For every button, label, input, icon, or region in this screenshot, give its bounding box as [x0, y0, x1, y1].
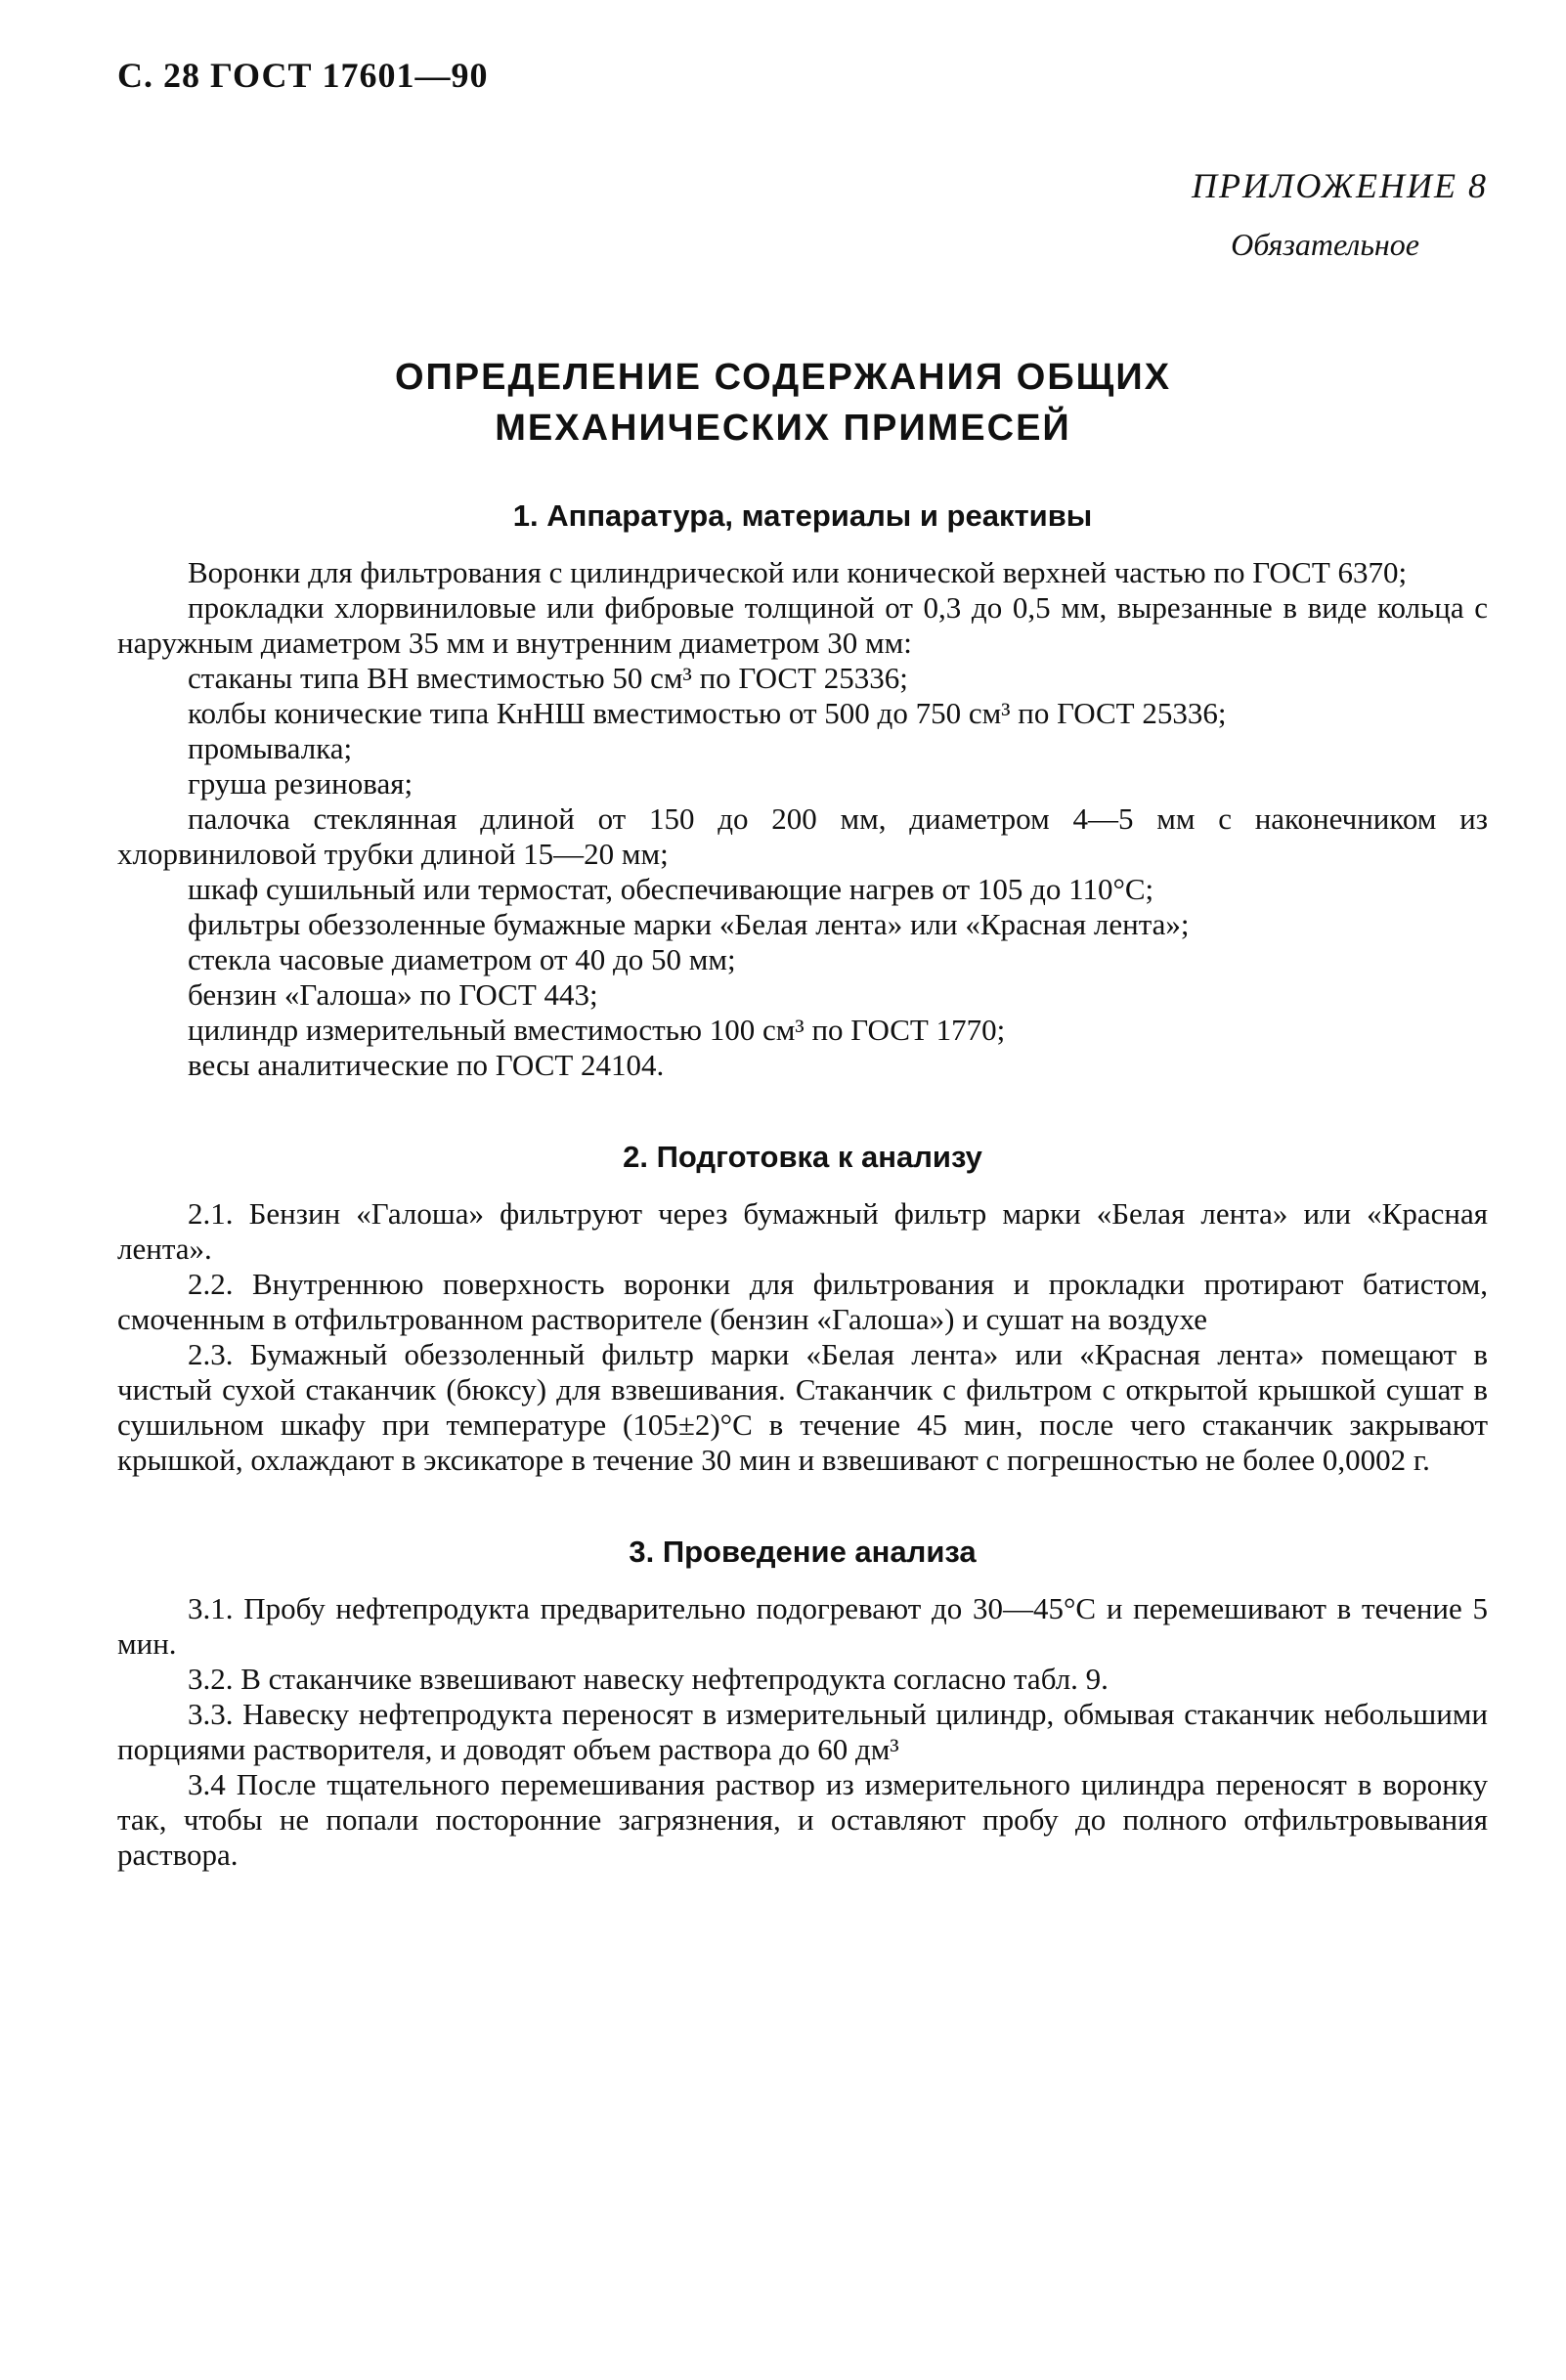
- list-item: палочка стеклянная длиной от 150 до 200 мм, диаметром 4—5 мм с наконечником из хлорвиниловой трубки длиной 15—20 мм;: [117, 801, 1488, 871]
- list-item: стекла часовые диаметром от 40 до 50 мм;: [188, 942, 736, 976]
- list-item: фильтры обеззоленные бумажные марки «Белая лента» или «Красная лента»;: [188, 907, 1190, 941]
- paragraph: 2.2. Внутреннюю поверхность воронки для фильтрования и прокладки протирают батистом, смоченным в отфильтрованном растворителе (бензин «Галоша») и сушат на воздухе: [117, 1267, 1488, 1336]
- list-item: прокладки хлорвиниловые или фибровые толщиной от 0,3 до 0,5 мм, вырезанные в виде кольца с наружным диаметром 35 мм и внутренним диаметром 30 мм:: [117, 590, 1488, 660]
- list-item: стаканы типа ВН вместимостью 50 см³ по ГОСТ 25336;: [188, 661, 908, 695]
- list-item: цилиндр измерительный вместимостью 100 см³ по ГОСТ 1770;: [188, 1013, 1006, 1047]
- appendix-block: [1192, 156, 1488, 274]
- section-3-heading: 3. Проведение анализа: [629, 1535, 977, 1569]
- paragraph: 2.1. Бензин «Галоша» фильтруют через бумажный фильтр марки «Белая лента» или «Красная лента».: [117, 1196, 1488, 1266]
- list-item: шкаф сушильный или термостат, обеспечивающие нагрев от 105 до 110°С;: [188, 872, 1154, 906]
- paragraph: 3.3. Навеску нефтепродукта переносят в измерительный цилиндр, обмывая стаканчик небольшими порциями растворителя, и доводят объем раствора до 60 дм³: [117, 1697, 1488, 1766]
- section-2-heading: 2. Подготовка к анализу: [623, 1140, 982, 1174]
- page-header: С. 28 ГОСТ 17601—90: [117, 56, 489, 95]
- document-title-line-1: ОПРЕДЕЛЕНИЕ СОДЕРЖАНИЯ ОБЩИХ: [394, 357, 1172, 398]
- list-item: промывалка;: [188, 731, 353, 765]
- paragraph: 3.4 После тщательного перемешивания раствор из измерительного цилиндра переносят в воронку так, чтобы не попали посторонние загрязнения, и оставляют пробу до полного отфильтровывания раствора.: [117, 1767, 1488, 1872]
- paragraph: 2.3. Бумажный обеззоленный фильтр марки «Белая лента» или «Красная лента» помещают в чистый сухой стаканчик (бюксу) для взвешивания. Стаканчик с фильтром с открытой крышкой сушат в сушильном шкафу при температуре (105±2)°С в течение 45 мин, после чего стаканчик закрывают крышкой, охлаждают в эксикаторе в течение 30 мин и взвешивают с погрешностью не более 0,0002 г.: [117, 1337, 1488, 1477]
- list-item: груша резиновая;: [188, 766, 413, 801]
- document-title: [0, 352, 1566, 454]
- section-3-paragraphs: [117, 1591, 1488, 1873]
- appendix-status: Обязательное: [1231, 227, 1419, 262]
- list-item: весы аналитические по ГОСТ 24104.: [188, 1048, 665, 1082]
- paragraph: 3.1. Пробу нефтепродукта предварительно подогревают до 30—45°С и перемешивают в течение 5 мин.: [117, 1591, 1488, 1661]
- paragraph: 3.2. В стаканчике взвешивают навеску нефтепродукта согласно табл. 9.: [188, 1662, 1109, 1696]
- document-body: [117, 498, 1488, 1873]
- list-item: Воронки для фильтрования с цилиндрической или конической верхней частью по ГОСТ 6370;: [188, 555, 1408, 589]
- section-1-list: [117, 555, 1488, 1083]
- list-item: бензин «Галоша» по ГОСТ 443;: [188, 977, 598, 1012]
- document-title-line-2: МЕХАНИЧЕСКИХ ПРИМЕСЕЙ: [495, 408, 1071, 449]
- section-1-heading: 1. Аппаратура, материалы и реактивы: [512, 498, 1093, 533]
- appendix-title: ПРИЛОЖЕНИЕ 8: [1192, 166, 1488, 205]
- list-item: колбы конические типа КнНШ вместимостью от 500 до 750 см³ по ГОСТ 25336;: [188, 696, 1227, 730]
- section-2-paragraphs: [117, 1196, 1488, 1478]
